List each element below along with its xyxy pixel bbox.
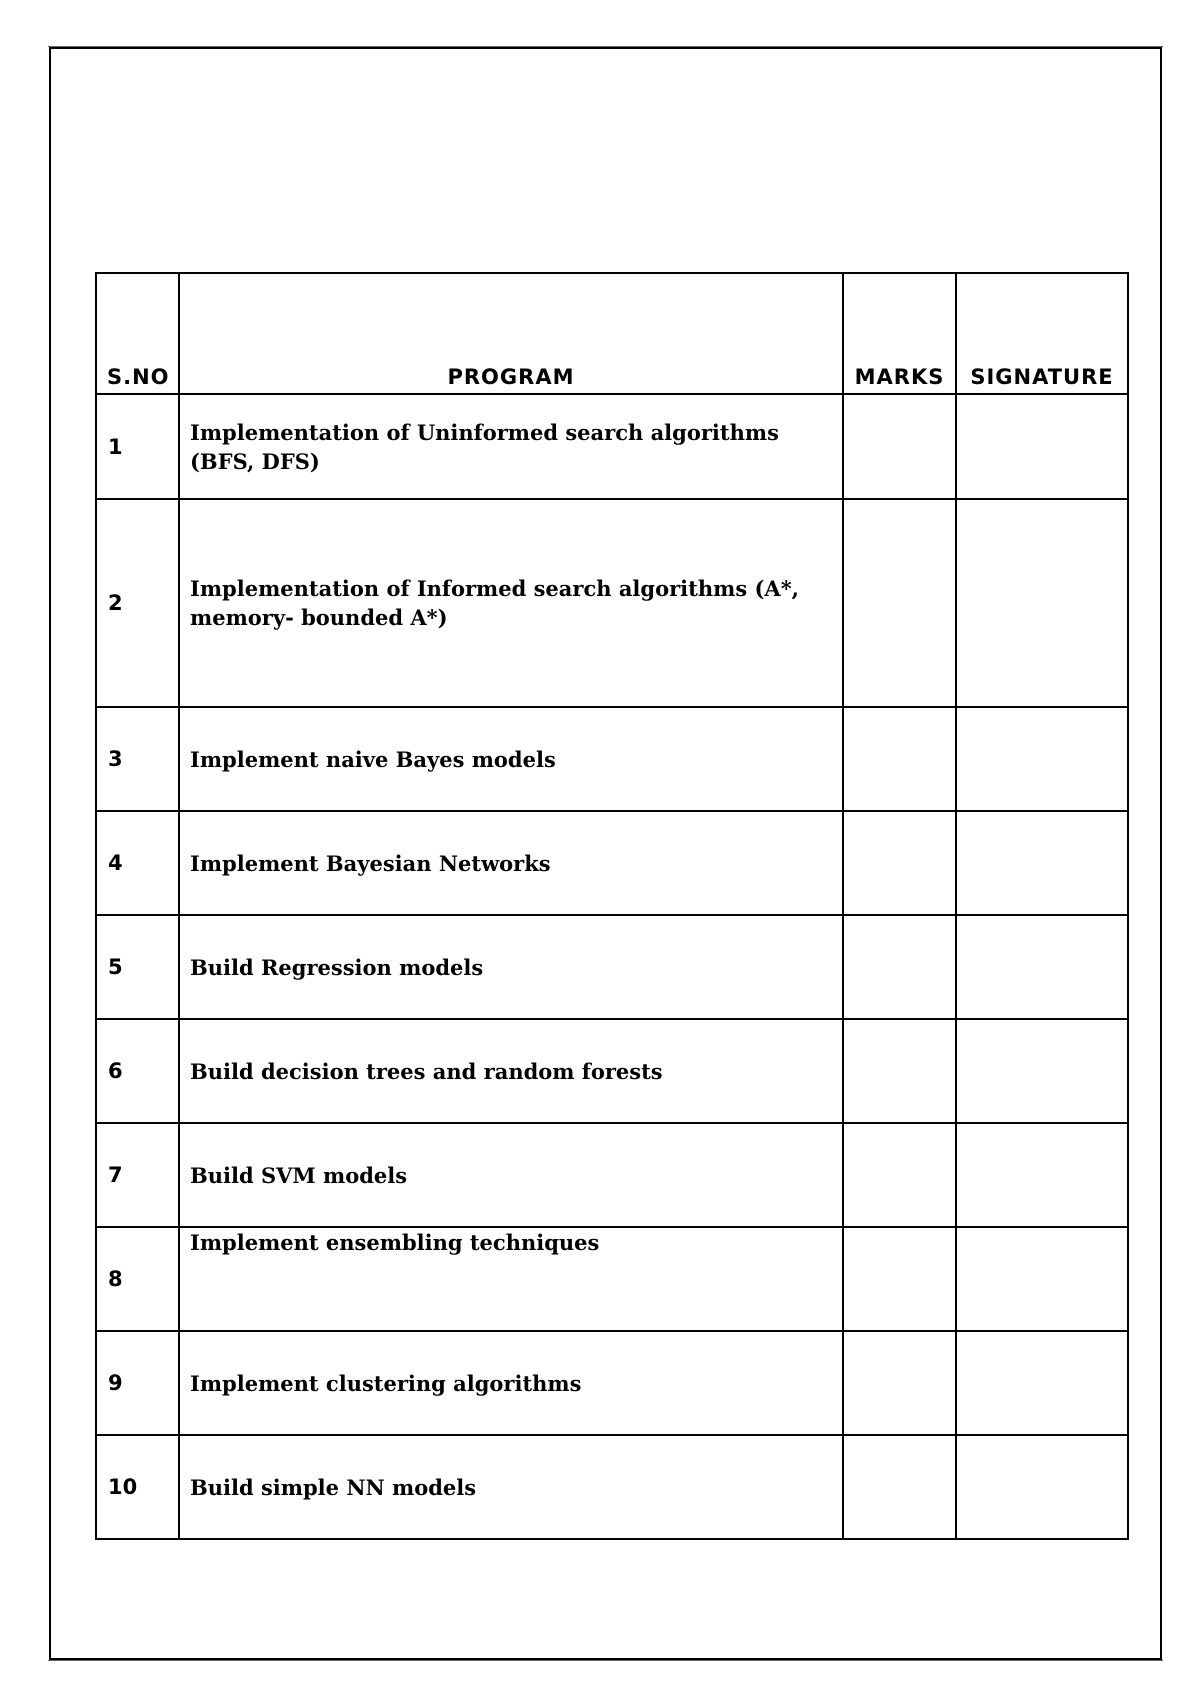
row-sno: 6 [96,1019,179,1123]
row-marks [843,394,956,499]
row-sno: 8 [96,1227,179,1331]
row-marks [843,707,956,811]
table-row [96,1435,1128,1539]
row-signature [956,1019,1128,1123]
row-signature [956,1435,1128,1539]
row-program: Build Regression models [179,915,843,1019]
row-signature [956,1227,1128,1331]
table-row [96,707,1128,811]
table-row [96,1227,1128,1331]
row-sno: 10 [96,1435,179,1539]
table-row [96,915,1128,1019]
row-signature [956,394,1128,499]
header-signature: SIGNATURE [956,273,1128,394]
row-sno: 9 [96,1331,179,1435]
row-marks [843,1227,956,1331]
row-program: Implement clustering algorithms [179,1331,843,1435]
row-program: Implementation of Informed search algorithms (A*, memory- bounded A*) [179,499,843,707]
table-row [96,1331,1128,1435]
row-program: Build decision trees and random forests [179,1019,843,1123]
row-marks [843,1123,956,1227]
row-sno: 2 [96,499,179,707]
row-marks [843,1331,956,1435]
header-marks: MARKS [843,273,956,394]
header-program: PROGRAM [179,273,843,394]
row-program: Build simple NN models [179,1435,843,1539]
row-marks [843,915,956,1019]
row-signature [956,811,1128,915]
table-header-row [96,273,1128,394]
table-row [96,1019,1128,1123]
row-sno: 1 [96,394,179,499]
row-marks [843,811,956,915]
row-marks [843,499,956,707]
table-row [96,499,1128,707]
program-index-table [95,272,1129,1540]
row-program: Implement Bayesian Networks [179,811,843,915]
row-marks [843,1019,956,1123]
table-row [96,811,1128,915]
row-program: Implement naive Bayes models [179,707,843,811]
row-signature [956,915,1128,1019]
row-signature [956,707,1128,811]
row-program: Implementation of Uninformed search algorithms (BFS, DFS) [179,394,843,499]
row-sno: 3 [96,707,179,811]
row-signature [956,499,1128,707]
row-sno: 7 [96,1123,179,1227]
row-sno: 5 [96,915,179,1019]
header-sno: S.NO [96,273,179,394]
row-signature [956,1331,1128,1435]
row-signature [956,1123,1128,1227]
row-sno: 4 [96,811,179,915]
row-marks [843,1435,956,1539]
row-program: Implement ensembling techniques [179,1227,843,1331]
table-row [96,394,1128,499]
table-row [96,1123,1128,1227]
row-program: Build SVM models [179,1123,843,1227]
